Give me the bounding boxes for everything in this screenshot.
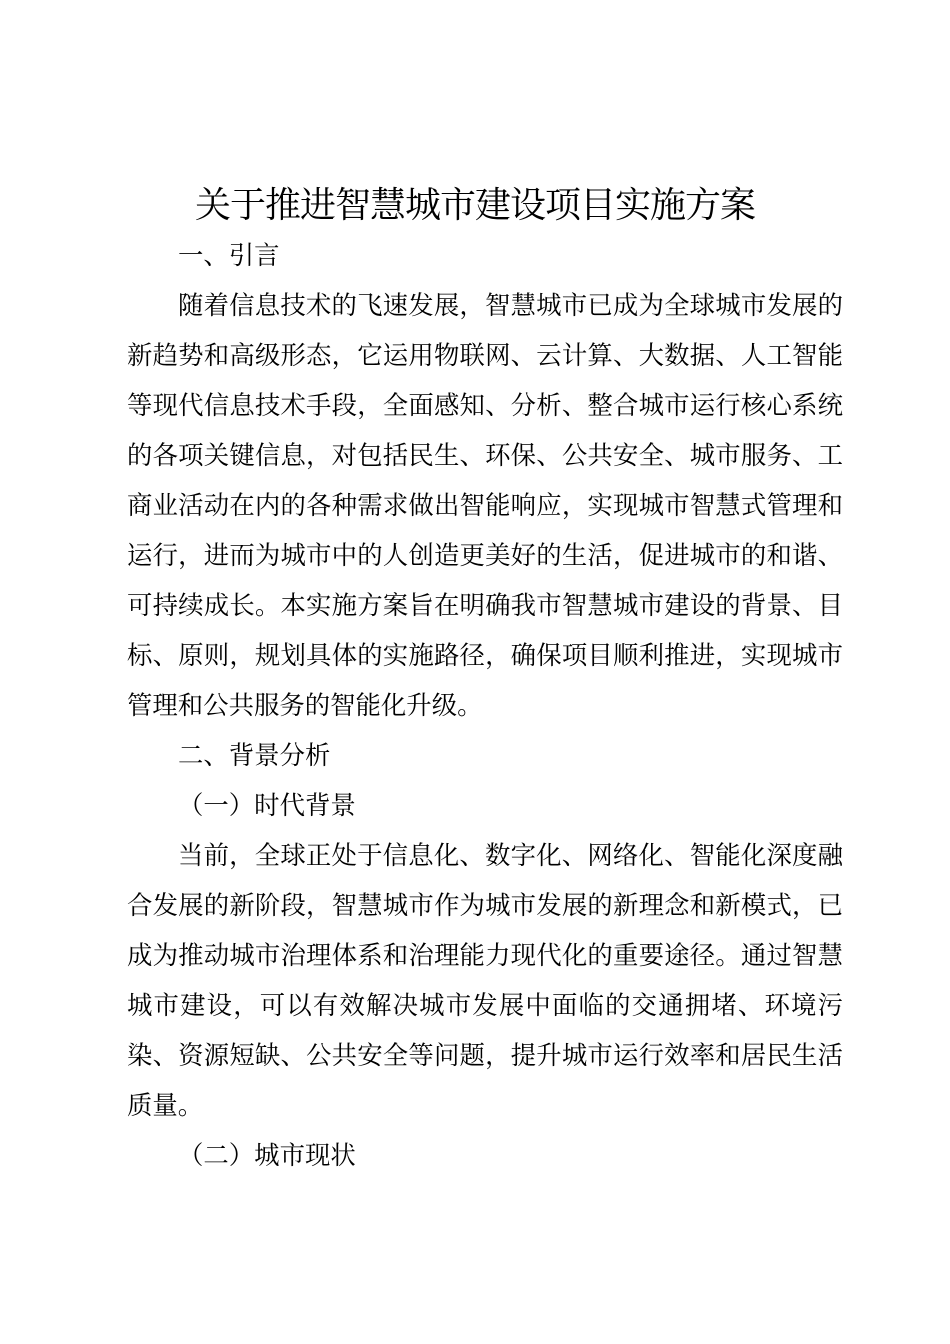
subsection-heading-city-status: （二）城市现状 [178, 1140, 356, 1170]
subsection-heading-era-background: （一）时代背景 [178, 790, 356, 820]
section-heading-introduction: 一、引言 [178, 240, 280, 270]
introduction-paragraph: 随着信息技术的飞速发展，智慧城市已成为全球城市发展的新趋势和高级形态，它运用物联网、云计算、大数据、人工智能等现代信息技术手段，全面感知、分析、整合城市运行核心系统的各项关键信息，对包括民生、环保、公共安全、城市服务、工商业活动在内的各种需求做出智能响应，实现城市智慧式管理和运行，进而为城市中的人创造更美好的生活，促进城市的和谐、可持续成长。本实施方案旨在明确我市智慧城市建设的背景、目标、原则，规划具体的实施路径，确保项目顺利推进，实现城市管理和公共服务的智能化升级。 [127, 290, 843, 720]
document-body [127, 230, 843, 1180]
document-title: 关于推进智慧城市建设项目实施方案 [194, 185, 755, 226]
era-background-paragraph: 当前，全球正处于信息化、数字化、网络化、智能化深度融合发展的新阶段，智慧城市作为城市发展的新理念和新模式，已成为推动城市治理体系和治理能力现代化的重要途径。通过智慧城市建设，可以有效解决城市发展中面临的交通拥堵、环境污染、资源短缺、公共安全等问题，提升城市运行效率和居民生活质量。 [127, 840, 843, 1120]
section-heading-background: 二、背景分析 [178, 740, 331, 770]
